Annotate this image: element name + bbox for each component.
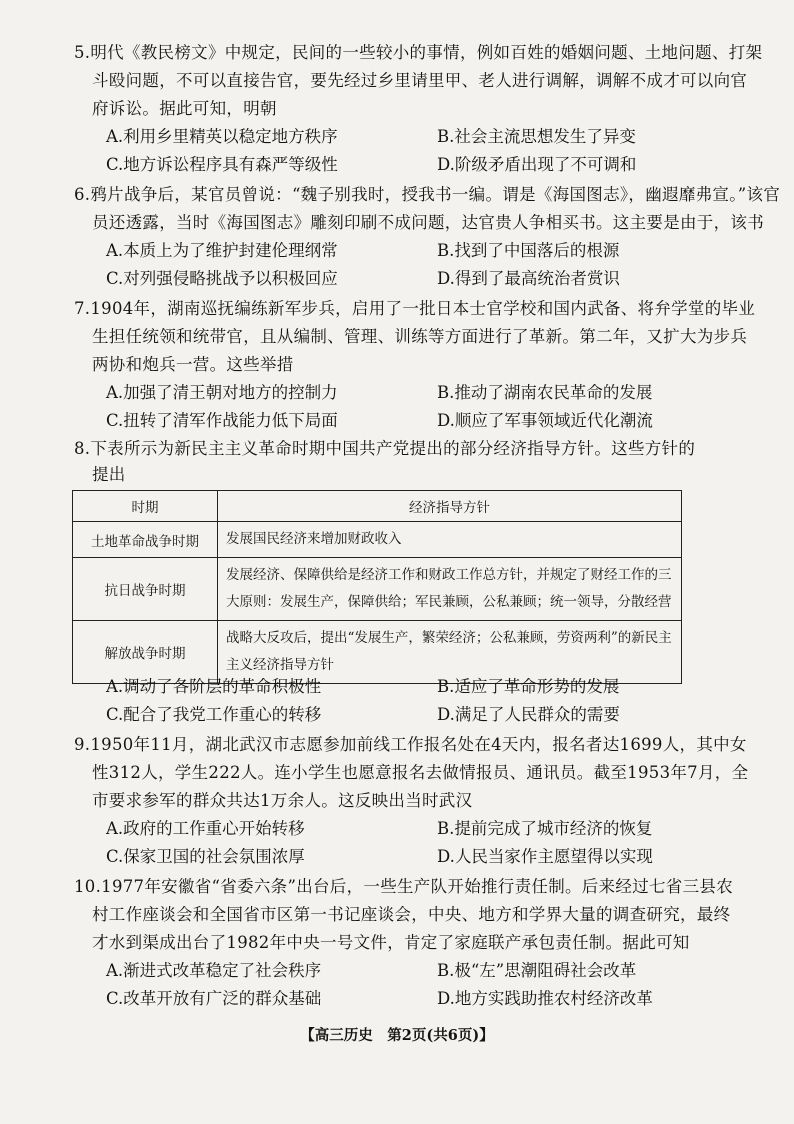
question-8-stem-line: 提出 bbox=[92, 465, 126, 484]
table-cell-policy: 发展国民经济来增加财政收入 bbox=[218, 522, 682, 558]
question-5-option-b: B.社会主流思想发生了异变 bbox=[437, 127, 636, 146]
question-10-stem-line: 10.1977年安徽省“省委六条”出台后，一些生产队开始推行责任制。后来经过七省三县农 bbox=[74, 877, 734, 896]
question-9-stem-line: 性312人，学生222人。连小学生也愿意报名去做情报员、通讯员。截至1953年7月，全 bbox=[92, 763, 749, 782]
question-10-stem-line: 才水到渠成出台了1982年中央一号文件，肯定了家庭联产承包责任制。据此可知 bbox=[92, 933, 690, 952]
question-5-stem-line: 斗殴问题，不可以直接告官，要先经过乡里请里甲、老人进行调解，调解不成才可以向官 bbox=[92, 71, 748, 90]
question-9-option-b: B.提前完成了城市经济的恢复 bbox=[437, 819, 653, 838]
question-9-option-d: D.人民当家作主愿望得以实现 bbox=[437, 847, 653, 866]
question-8-stem-line: 8.下表所示为新民主主义革命时期中国共产党提出的部分经济指导方针。这些方针的 bbox=[74, 439, 696, 458]
table-cell-period: 解放战争时期 bbox=[73, 621, 218, 684]
question-7-stem-line: 生担任统领和统带官，且从编制、管理、训练等方面进行了革新。第二年，又扩大为步兵 bbox=[92, 327, 748, 346]
question-7-option-b: B.推动了湖南农民革命的发展 bbox=[437, 383, 653, 402]
question-5-option-c: C.地方诉讼程序具有森严等级性 bbox=[106, 155, 338, 174]
question-5-option-d: D.阶级矛盾出现了不可调和 bbox=[437, 155, 637, 174]
question-7-stem-line: 7.1904年，湖南巡抚编练新军步兵，启用了一批日本士官学校和国内武备、将弁学堂的毕业 bbox=[74, 299, 756, 318]
question-8-option-d: D.满足了人民群众的需要 bbox=[437, 705, 620, 724]
question-5-stem-line: 5.明代《教民榜文》中规定，民间的一些较小的事情，例如百姓的婚姻问题、土地问题、打架 bbox=[74, 43, 763, 62]
table-row bbox=[73, 522, 682, 558]
question-10-option-a: A.渐进式改革稳定了社会秩序 bbox=[106, 961, 322, 980]
question-10-option-c: C.改革开放有广泛的群众基础 bbox=[106, 989, 322, 1008]
question-7-option-a: A.加强了清王朝对地方的控制力 bbox=[106, 383, 338, 402]
question-9-option-a: A.政府的工作重心开始转移 bbox=[106, 819, 305, 838]
question-6-option-b: B.找到了中国落后的根源 bbox=[437, 241, 620, 260]
question-9-stem-line: 9.1950年11月，湖北武汉市志愿参加前线工作报名处在4天内，报名者达1699人，其中女 bbox=[74, 735, 747, 754]
question-9-option-c: C.保家卫国的社会氛围浓厚 bbox=[106, 847, 305, 866]
table-cell-period: 土地革命战争时期 bbox=[73, 522, 218, 558]
question-6-option-a: A.本质上为了维护封建伦理纲常 bbox=[106, 241, 338, 260]
question-6-stem-line: 6.鸦片战争后，某官员曾说：“魏子别我时，授我书一编。谓是《海国图志》，幽遐靡弗宣。”该官 bbox=[74, 185, 781, 204]
table-header-period: 时期 bbox=[73, 491, 218, 522]
question-6-option-d: D.得到了最高统治者赏识 bbox=[437, 269, 620, 288]
question-7-option-d: D.顺应了军事领域近代化潮流 bbox=[437, 411, 653, 430]
question-5-option-a: A.利用乡里精英以稳定地方秩序 bbox=[106, 127, 338, 146]
question-7-option-c: C.扭转了清军作战能力低下局面 bbox=[106, 411, 338, 430]
question-5-stem-line: 府诉讼。据此可知，明朝 bbox=[92, 99, 277, 118]
table-cell-policy: 战略大反攻后，提出“发展生产，繁荣经济；公私兼顾，劳资两利”的新民主主义经济指导方针 bbox=[218, 621, 682, 684]
question-8-option-a: A.调动了各阶层的革命积极性 bbox=[106, 677, 322, 696]
question-6-option-c: C.对列强侵略挑战予以积极回应 bbox=[106, 269, 338, 288]
table-header-row bbox=[73, 491, 682, 522]
question-10-stem-line: 村工作座谈会和全国省市区第一书记座谈会，中央、地方和学界大量的调查研究，最终 bbox=[92, 905, 731, 924]
economic-policy-table bbox=[72, 490, 682, 684]
question-7-stem-line: 两协和炮兵一营。这些举措 bbox=[92, 355, 294, 374]
question-6-stem-line: 员还透露，当时《海国图志》雕刻印刷不成问题，达官贵人争相买书。这主要是由于，该书 bbox=[92, 213, 764, 232]
table-header-policy: 经济指导方针 bbox=[218, 491, 682, 522]
question-9-stem-line: 市要求参军的群众共达1万余人。这反映出当时武汉 bbox=[92, 791, 473, 810]
question-10-option-b: B.极“左”思潮阻碍社会改革 bbox=[437, 961, 637, 980]
table-cell-period: 抗日战争时期 bbox=[73, 558, 218, 621]
question-8-option-b: B.适应了革命形势的发展 bbox=[437, 677, 620, 696]
table-row bbox=[73, 621, 682, 684]
question-10-option-d: D.地方实践助推农村经济改革 bbox=[437, 989, 653, 1008]
table-cell-policy: 发展经济、保障供给是经济工作和财政工作总方针，并规定了财经工作的三大原则：发展生产，保障供给；军民兼顾，公私兼顾；统一领导，分散经营 bbox=[218, 558, 682, 621]
table-row bbox=[73, 558, 682, 621]
page-footer: 【高三历史 第2页(共6页)】 bbox=[300, 1027, 494, 1044]
question-8-option-c: C.配合了我党工作重心的转移 bbox=[106, 705, 322, 724]
